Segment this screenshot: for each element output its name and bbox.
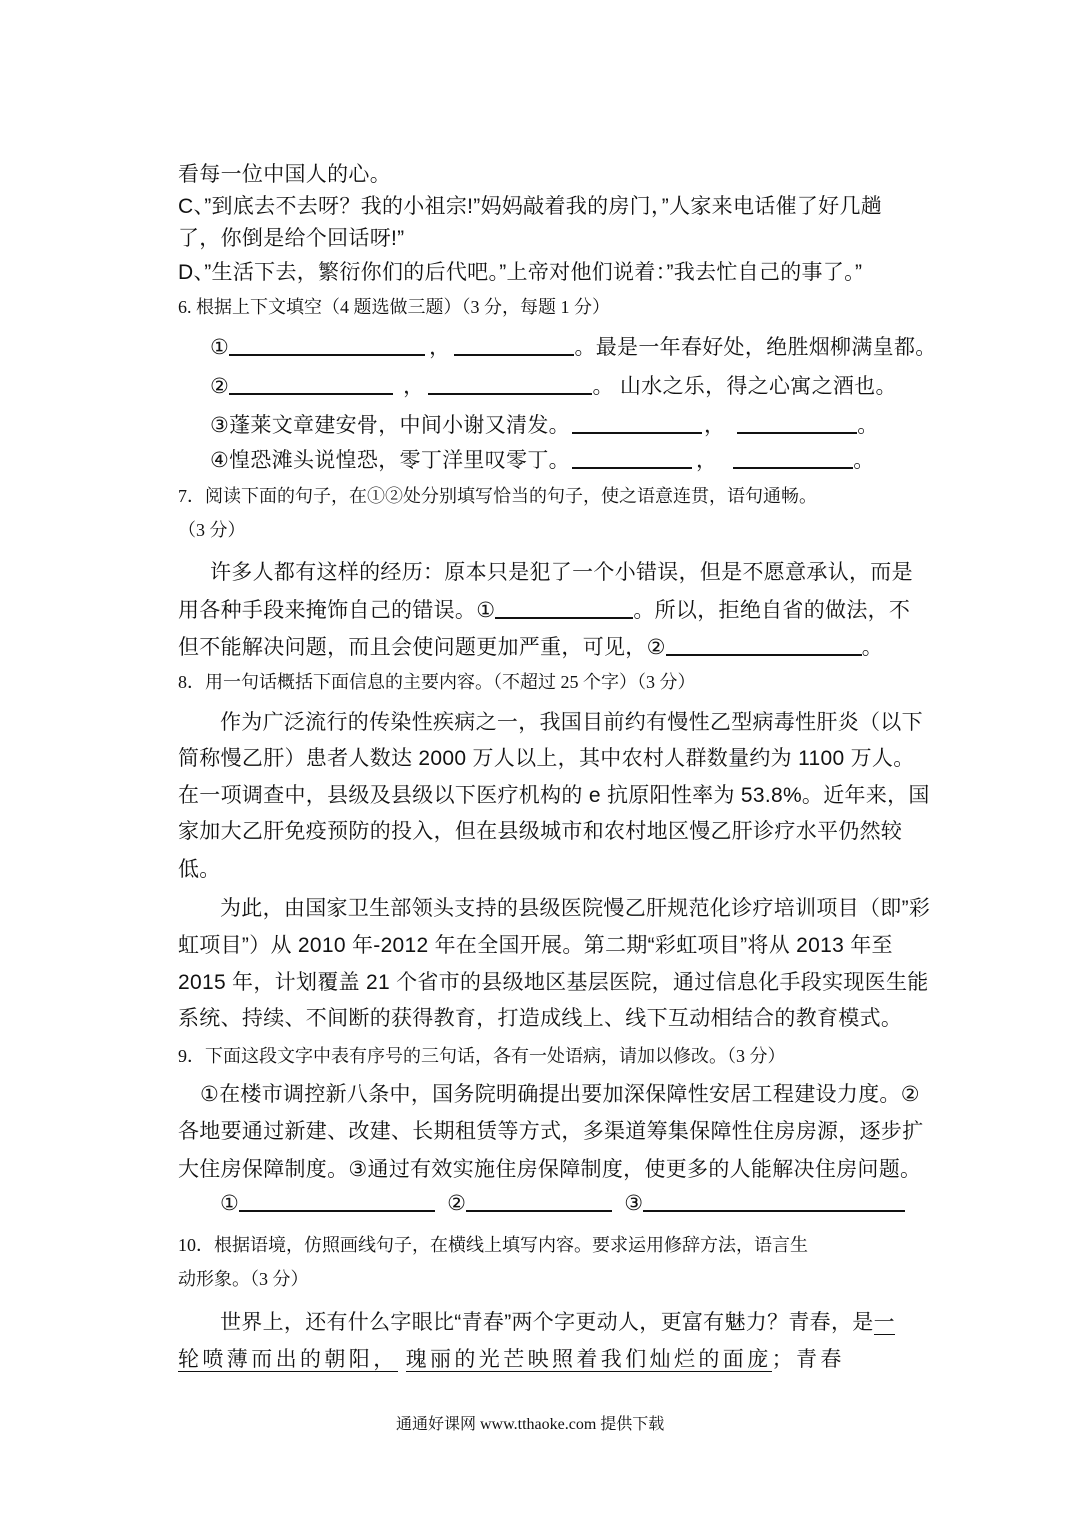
q6-item-4-comma: ， bbox=[695, 449, 718, 472]
q10-underlined-phrase-1: 轮喷薄而出的朝阳， bbox=[178, 1348, 398, 1371]
q9-answer-1-blank[interactable] bbox=[239, 1190, 435, 1212]
q10-heading-line-2: 动形象。（3 分） bbox=[178, 1269, 309, 1289]
q6-item-4-end: 。 bbox=[853, 449, 875, 472]
q6-item-3-end: 。 bbox=[857, 414, 879, 437]
q8-p2-line-1: 为此，由国家卫生部领头支持的县级医院慢乙肝规范化诊疗培训项目（即”彩 bbox=[220, 897, 931, 920]
q7-heading-line-1: 7．阅读下面的句子，在①②处分别填写恰当的句子，使之语意连贯，语句通畅。 bbox=[178, 486, 817, 506]
q6-item-4-text: ④惶恐滩头说惶恐，零丁洋里叹零丁。 bbox=[210, 449, 570, 472]
q7-para-line-3-end: 。 bbox=[861, 636, 884, 659]
q10-heading-line-1: 10．根据语境，仿照画线句子，在横线上填写内容。要求运用修辞方法，语言生 bbox=[178, 1235, 808, 1255]
q6-heading: 6. 根据上下文填空（4 题选做三题）（3 分，每题 1 分） bbox=[178, 297, 610, 317]
q8-p1-line-5: 低。 bbox=[178, 858, 221, 881]
q10-para-line-2-rest: ；青春 bbox=[771, 1348, 845, 1371]
q10-underlined-start: 一 bbox=[873, 1311, 895, 1334]
q6-item-4 bbox=[210, 444, 875, 474]
q10-para-line-1-text: 世界上，还有什么字眼比“青春”两个字更动人，更富有魅力？青春，是 bbox=[220, 1311, 874, 1334]
q7-heading-line-2: （3 分） bbox=[178, 520, 246, 540]
q6-item-1 bbox=[210, 331, 937, 361]
q6-item-1-text: 。最是一年春好处，绝胜烟柳满皇都。 bbox=[574, 336, 937, 359]
q6-item-3 bbox=[210, 409, 879, 439]
q8-p2-line-2: 虹项目”）从 2010 年-2012 年在全国开展。第二期“彩虹项目”将从 2013 年至 bbox=[178, 934, 893, 957]
q6-item-2-blank-b[interactable] bbox=[428, 373, 592, 395]
q7-para-line-1: 许多人都有这样的经历：原本只是犯了一个小错误，但是不愿意承认，而是 bbox=[210, 561, 913, 584]
q7-para-line-3-text: 但不能解决问题，而且会使问题更加严重，可见，② bbox=[178, 636, 666, 659]
q10-underlined-phrase-2: 瑰丽的光芒映照着我们灿烂的面庞 bbox=[405, 1348, 772, 1371]
q7-para-line-2-text: 用各种手段来掩饰自己的错误。① bbox=[178, 599, 496, 622]
q8-p2-line-3: 2015 年，计划覆盖 21 个省市的县级地区基层医院，通过信息化手段实现医生能 bbox=[178, 971, 929, 994]
q9-heading: 9．下面这段文字中表有序号的三句话，各有一处语病，请加以修改。（3 分） bbox=[178, 1046, 786, 1066]
q6-item-2-blank-a[interactable] bbox=[229, 373, 393, 395]
q7-blank-1[interactable] bbox=[495, 597, 633, 619]
continuation-line: 看每一位中国人的心。 bbox=[178, 163, 391, 186]
q6-item-4-blank-b[interactable] bbox=[733, 447, 853, 469]
option-d-line: D、”生活下去，繁衍你们的后代吧。”上帝对他们说着：”我去忙自己的事了。” bbox=[178, 261, 863, 284]
q9-answer-3-blank[interactable] bbox=[643, 1190, 905, 1212]
q6-item-3-comma: ， bbox=[703, 414, 726, 437]
q8-p1-line-3: 在一项调查中，县级及县级以下医疗机构的 e 抗原阳性率为 53.8%。近年来，国 bbox=[178, 784, 930, 807]
page-footer: 通通好课网 www.tthaoke.com 提供下载 bbox=[396, 1416, 665, 1433]
q9-para-line-2: 各地要通过新建、改建、长期租赁等方式，多渠道筹集保障性住房房源，逐步扩 bbox=[178, 1120, 924, 1143]
q9-answer-2-blank[interactable] bbox=[466, 1190, 612, 1212]
q6-item-3-blank-b[interactable] bbox=[737, 412, 857, 434]
q9-answer-2-number: ② bbox=[447, 1192, 467, 1215]
q10-para-line-2 bbox=[178, 1343, 845, 1373]
option-c-line-1: C、”到底去不去呀？我的小祖宗!”妈妈敲着我的房门，”人家来电话催了好几趟 bbox=[178, 195, 883, 218]
q7-para-line-2-rest: 。所以，拒绝自省的做法，不 bbox=[633, 599, 911, 622]
q6-item-3-blank-a[interactable] bbox=[572, 412, 702, 434]
q6-item-2-text: 。 山水之乐，得之心寓之酒也。 bbox=[592, 375, 897, 398]
q9-answer-1-number: ① bbox=[220, 1192, 240, 1215]
q8-p1-line-1: 作为广泛流行的传染性疾病之一，我国目前约有慢性乙型病毒性肝炎（以下 bbox=[220, 711, 923, 734]
q6-item-1-comma: ， bbox=[429, 336, 451, 359]
q6-item-2-number: ② bbox=[210, 375, 230, 398]
q6-item-1-blank-b[interactable] bbox=[454, 334, 574, 356]
q6-item-1-number: ① bbox=[210, 336, 230, 359]
q7-blank-2[interactable] bbox=[666, 634, 862, 656]
q9-para-line-3: 大住房保障制度。③通过有效实施住房保障制度，使更多的人能解决住房问题。 bbox=[178, 1158, 922, 1181]
q8-p1-line-4: 家加大乙肝免疫预防的投入，但在县级城市和农村地区慢乙肝诊疗水平仍然较 bbox=[178, 820, 903, 843]
q6-item-3-text: ③蓬莱文章建安骨，中间小谢又清发。 bbox=[210, 414, 570, 437]
option-c-line-2: 了，你倒是给个回话呀!” bbox=[178, 227, 405, 250]
q6-item-4-blank-a[interactable] bbox=[572, 447, 692, 469]
q6-item-1-blank-a[interactable] bbox=[229, 334, 425, 356]
q7-para-line-3 bbox=[178, 631, 883, 661]
q7-para-line-2 bbox=[178, 594, 910, 624]
q9-answer-line bbox=[220, 1190, 905, 1216]
q9-para-line-1: ①在楼市调控新八条中，国务院明确提出要加深保障性安居工程建设力度。② bbox=[200, 1083, 920, 1106]
q8-heading: 8．用一句话概括下面信息的主要内容。（不超过 25 个字）（3 分） bbox=[178, 672, 696, 692]
q6-item-2 bbox=[210, 370, 897, 400]
q8-p1-line-2: 简称慢乙肝）患者人数达 2000 万人以上，其中农村人群数量约为 1100 万人。 bbox=[178, 747, 915, 770]
q9-answer-3-number: ③ bbox=[624, 1192, 644, 1215]
q10-para-line-1 bbox=[220, 1306, 895, 1336]
q6-item-2-comma: ， bbox=[403, 375, 425, 398]
q8-p2-line-4: 系统、持续、不间断的获得教育，打造成线上、线下互动相结合的教育模式。 bbox=[178, 1007, 903, 1030]
